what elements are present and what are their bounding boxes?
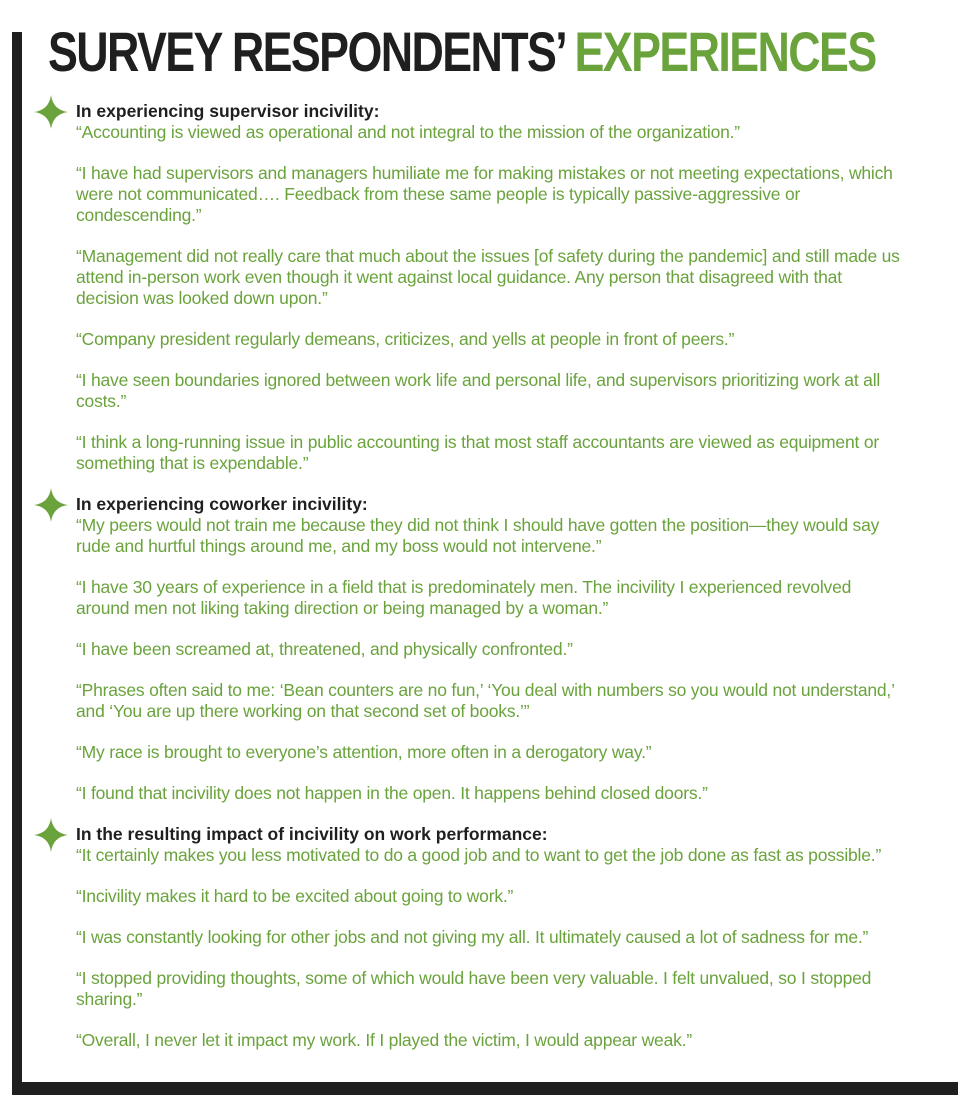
section-work-performance-impact	[76, 824, 906, 1051]
quote: “I think a long-running issue in public accounting is that most staff accountants are viewed as equipment or something that is expendable.”	[76, 432, 879, 473]
quote: “I have been screamed at, threatened, and physically confronted.”	[76, 639, 573, 659]
frame-left-border	[12, 32, 22, 1094]
four-point-star-icon	[34, 95, 68, 129]
quote: “Accounting is viewed as operational and not integral to the mission of the organization.”	[76, 122, 740, 142]
quote: “I have seen boundaries ignored between work life and personal life, and supervisors prioritizing work at all costs.”	[76, 370, 881, 411]
quote: “Overall, I never let it impact my work. If I played the victim, I would appear weak.”	[76, 1030, 692, 1050]
quote: “Phrases often said to me: ‘Bean counters are no fun,’ ‘You deal with numbers so you would not understand,’ and ‘You are up there working on that second set of books.’”	[76, 680, 895, 721]
section-heading: In the resulting impact of incivility on work performance:	[76, 824, 548, 844]
quote: “I stopped providing thoughts, some of which would have been very valuable. I felt unvalued, so I stopped sharing.”	[76, 968, 872, 1009]
quote: “My peers would not train me because they did not think I should have gotten the position—they would say rude and hurtful things around me, and my boss would not intervene.”	[76, 515, 880, 556]
four-point-star-icon	[34, 818, 68, 852]
section-heading: In experiencing supervisor incivility:	[76, 101, 380, 121]
quote: “I have 30 years of experience in a field that is predominately men. The incivility I experienced revolved around men not liking taking direction or being managed by a woman.”	[76, 577, 852, 618]
quote: “I was constantly looking for other jobs and not giving my all. It ultimately caused a lot of sadness for me.”	[76, 927, 869, 947]
quote: “I found that incivility does not happen in the open. It happens behind closed doors.”	[76, 783, 708, 803]
section-supervisor-incivility	[76, 101, 906, 474]
quote: “Company president regularly demeans, criticizes, and yells at people in front of peers.”	[76, 329, 735, 349]
quote: “Management did not really care that much about the issues [of safety during the pandemic] and still made us attend in-person work even though it went against local guidance. Any person that disagreed with that decision was looked down upon.”	[76, 246, 900, 308]
quote: “It certainly makes you less motivated to do a good job and to want to get the job done as fast as possible.”	[76, 845, 882, 865]
content	[76, 101, 906, 1071]
section-heading: In experiencing coworker incivility:	[76, 494, 368, 514]
title-part-dark: SURVEY RESPONDENTS’	[48, 20, 564, 83]
section-coworker-incivility	[76, 494, 906, 804]
four-point-star-icon	[34, 488, 68, 522]
quote: “Incivility makes it hard to be excited about going to work.”	[76, 886, 514, 906]
quote: “My race is brought to everyone’s attention, more often in a derogatory way.”	[76, 742, 652, 762]
quote: “I have had supervisors and managers humiliate me for making mistakes or not meeting expectations, which were not communicated…. Feedback from these same people is typically passive-aggressive or condescending.”	[76, 163, 893, 225]
frame-bottom-border	[12, 1082, 958, 1095]
page-title	[48, 22, 876, 82]
title-part-green: EXPERIENCES	[574, 20, 876, 83]
